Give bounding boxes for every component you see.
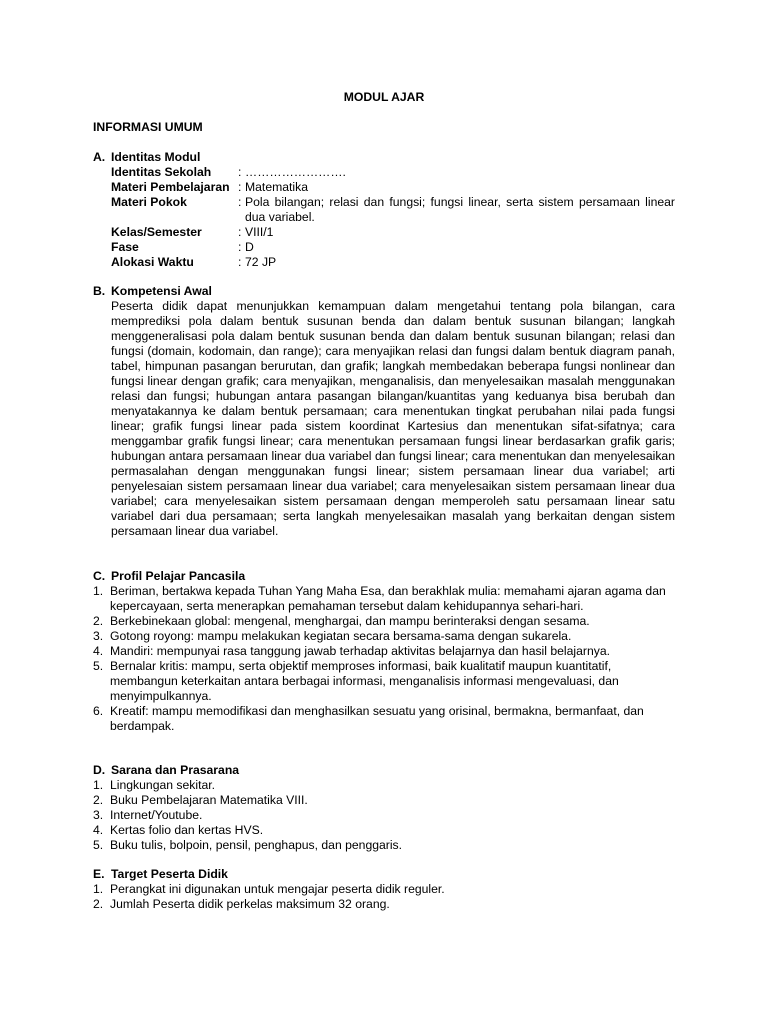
identity-value: Matematika xyxy=(245,180,308,194)
list-item xyxy=(93,823,675,838)
document-title: MODUL AJAR xyxy=(343,90,425,104)
identity-label: Materi Pokok xyxy=(111,195,187,209)
section-header xyxy=(93,867,675,882)
identity-label: Materi Pembelajaran xyxy=(111,180,230,194)
colon: : xyxy=(238,195,242,209)
colon: : xyxy=(238,240,242,254)
section-header xyxy=(93,763,675,778)
item-number: 1. xyxy=(93,778,104,792)
item-text: Bernalar kritis: mampu, serta objektif memproses informasi, baik kualitatif maupun kuantitatif, membangun keterkaitan antara berbagai informasi, menganalisis informasi mengevaluasi, dan menyimpulkannya. xyxy=(110,659,619,703)
section-letter: A. xyxy=(93,150,106,164)
list-item xyxy=(93,614,675,629)
item-number: 2. xyxy=(93,793,104,807)
item-number: 1. xyxy=(93,584,104,598)
section-letter: E. xyxy=(93,867,105,881)
section-header xyxy=(93,150,675,165)
colon: : xyxy=(238,180,242,194)
section-title: Kompetensi Awal xyxy=(111,284,212,298)
colon: : xyxy=(238,225,242,239)
item-text: Mandiri: mempunyai rasa tanggung jawab terhadap aktivitas belajarnya dan hasil belajarnya. xyxy=(110,644,610,658)
section-title: Target Peserta Didik xyxy=(111,867,228,881)
identity-row-kelas-semester xyxy=(111,225,675,240)
item-number: 3. xyxy=(93,629,104,643)
section-heading-informasi-umum: INFORMASI UMUM xyxy=(93,120,203,134)
identity-value: D xyxy=(245,240,254,254)
item-text: Gotong royong: mampu melakukan kegiatan secara bersama-sama dengan sukarela. xyxy=(110,629,572,643)
section-title: Sarana dan Prasarana xyxy=(111,763,240,777)
item-number: 1. xyxy=(93,882,104,896)
item-text: Internet/Youtube. xyxy=(110,808,203,822)
item-text: Kreatif: mampu memodifikasi dan menghasilkan sesuatu yang orisinal, bermakna, bermanfaat, dan berdampak. xyxy=(110,704,644,733)
section-title: Profil Pelajar Pancasila xyxy=(111,569,246,583)
section-letter: C. xyxy=(93,569,106,583)
identity-row-fase xyxy=(111,240,675,255)
list-item xyxy=(93,659,675,704)
item-text: Lingkungan sekitar. xyxy=(110,778,216,792)
sarana-list xyxy=(93,778,675,853)
item-number: 5. xyxy=(93,659,104,673)
item-text: Beriman, bertakwa kepada Tuhan Yang Maha Esa, dan berakhlak mulia: memahami ajaran agama dan kepercayaan, serta menerapkan pemahaman tersebut dalam kehidupannya sehari-hari. xyxy=(110,584,666,613)
item-number: 6. xyxy=(93,704,104,718)
section-profil-pelajar xyxy=(93,569,675,734)
item-number: 3. xyxy=(93,808,104,822)
section-target-peserta xyxy=(93,867,675,912)
section-kompetensi-awal xyxy=(93,284,675,539)
section-identitas-modul xyxy=(93,150,675,270)
target-list xyxy=(93,882,675,912)
list-item xyxy=(93,897,675,912)
kompetensi-paragraph: Peserta didik dapat menunjukkan kemampuan dalam mengetahui tentang pola bilangan, cara memprediksi pola dalam bentuk susunan benda dan dalam bentuk susunan bilangan; langkah menggeneralisasi pola dalam bentuk susunan benda dan dalam bentuk susunan bilangan; relasi dan fungsi (domain, kodomain, dan range); cara menyajikan relasi dan fungsi dalam bentuk diagram panah, tabel, himpunan pasangan berurutan, dan grafik; langkah membedakan beberapa fungsi nonlinear dan fungsi linear dengan grafik; cara menyajikan, menganalisis, dan menyelesaikan masalah menggunakan relasi dan fungsi; hubungan antara pasangan bilangan/kuantitas yang keduanya bisa berubah dan menyatakannya ke dalam bentuk persamaan; cara menentukan tingkat perubahan nilai pada fungsi linear; grafik fungsi linear pada sistem koordinat Kartesius dan menentukan sifat-sifatnya; cara menggambar grafik fungsi linear; cara menentukan persamaan fungsi linear berdasarkan grafik garis; hubungan antara persamaan linear dua variabel dan fungsi linear; cara menentukan dan menyelesaikan permasalahan dengan menggunakan fungsi linear; sistem persamaan linear dua variabel; arti penyelesaian sistem persamaan linear dua variabel; cara menyelesaikan sistem persamaan linear dua variabel; cara menyelesaikan sistem persamaan dengan memperoleh satu persamaan linear satu variabel dari dua persamaan; serta langkah menyelesaikan masalah yang berkaitan dengan sistem persamaan linear dua variabel. xyxy=(111,299,675,538)
item-number: 2. xyxy=(93,614,104,628)
list-item xyxy=(93,778,675,793)
identity-row-sekolah xyxy=(111,165,675,180)
item-number: 4. xyxy=(93,644,104,658)
item-text: Buku tulis, bolpoin, pensil, penghapus, dan penggaris. xyxy=(110,838,403,852)
identity-label: Alokasi Waktu xyxy=(111,255,194,269)
list-item xyxy=(93,808,675,823)
item-text: Kertas folio dan kertas HVS. xyxy=(110,823,264,837)
list-item xyxy=(93,584,675,614)
item-number: 2. xyxy=(93,897,104,911)
list-item xyxy=(93,704,675,734)
identity-value: 72 JP xyxy=(245,255,277,269)
identity-label: Identitas Sekolah xyxy=(111,165,212,179)
section-sarana-prasarana xyxy=(93,763,675,853)
item-number: 5. xyxy=(93,838,104,852)
section-header xyxy=(93,284,675,299)
section-header xyxy=(93,569,675,584)
section-letter: B. xyxy=(93,284,106,298)
list-item xyxy=(93,644,675,659)
section-title: Identitas Modul xyxy=(111,150,201,164)
identity-value: Pola bilangan; relasi dan fungsi; fungsi linear, serta sistem persamaan linear dua variabel. xyxy=(245,195,675,224)
identity-row-alokasi-waktu xyxy=(111,255,675,270)
item-text: Jumlah Peserta didik perkelas maksimum 32 orang. xyxy=(110,897,390,911)
identity-value: ……………………. xyxy=(245,165,346,179)
identity-label: Kelas/Semester xyxy=(111,225,202,239)
identity-value: VIII/1 xyxy=(245,225,274,239)
profil-list xyxy=(93,584,675,734)
item-text: Berkebinekaan global: mengenal, menghargai, dan mampu berinteraksi dengan sesama. xyxy=(110,614,590,628)
identity-label: Fase xyxy=(111,240,139,254)
list-item xyxy=(93,838,675,853)
item-text: Perangkat ini digunakan untuk mengajar peserta didik reguler. xyxy=(110,882,445,896)
section-letter: D. xyxy=(93,763,106,777)
list-item xyxy=(93,882,675,897)
colon: : xyxy=(238,255,242,269)
list-item xyxy=(93,629,675,644)
colon: : xyxy=(238,165,242,179)
identity-row-materi-pokok xyxy=(111,195,675,225)
identity-table xyxy=(111,165,675,270)
identity-row-materi-pembelajaran xyxy=(111,180,675,195)
item-number: 4. xyxy=(93,823,104,837)
item-text: Buku Pembelajaran Matematika VIII. xyxy=(110,793,308,807)
list-item xyxy=(93,793,675,808)
